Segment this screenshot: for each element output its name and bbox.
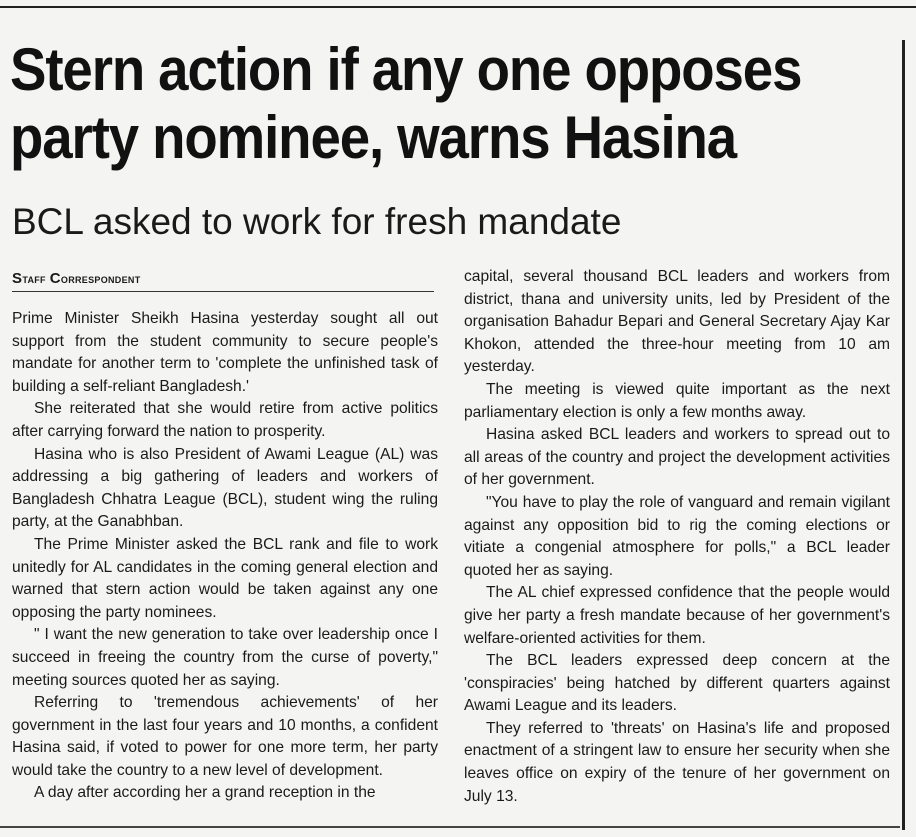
top-rule [0, 6, 916, 8]
paragraph: Hasina asked BCL leaders and workers to spread out to all areas of the country and project the development activities of her government. [464, 426, 890, 489]
paragraph: A day after according her a grand reception in the [34, 784, 376, 802]
paragraph: The BCL leaders expressed deep concern at the 'conspiracies' being hatched by different quarters against Awami League and its leaders. [464, 652, 890, 715]
paragraph: Prime Minister Sheikh Hasina yesterday sought all out support from the student community to secure people's mandate for another term to 'complete the unfinished task of building a self-reliant Bangladesh.' [12, 310, 438, 395]
paragraph: capital, several thousand BCL leaders and workers from district, thana and university units, led by President of the organisation Bahadur Bepari and General Secretary Ajay Kar Khokon, attended the three-hour meeting from 10 am yesterday. [464, 268, 890, 376]
article-column-right [464, 266, 890, 808]
paragraph: She reiterated that she would retire from active politics after carrying forward the nation to prosperity. [12, 400, 438, 440]
byline-initial-2: C [49, 270, 61, 287]
paragraph: The Prime Minister asked the BCL rank and file to work unitedly for AL candidates in the coming general election and warned that stern action would be taken against any one opposing the party nominees. [12, 535, 438, 621]
paragraph: Referring to 'tremendous achievements' of her government in the last four years and 10 months, a confident Hasina said, if voted to power for one more term, her party would take the country to a new level of development. [12, 694, 438, 779]
article-column-left [12, 308, 438, 805]
paragraph: They referred to 'threats' on Hasina's life and proposed enactment of a stringent law to ensure her security when she leaves office on expiry of the tenure of her government on July 13. [464, 719, 890, 805]
paragraph: Hasina who is also President of Awami League (AL) was addressing a big gathering of leaders and workers of Bangladesh Chhatra League (BCL), student wing the ruling party, at the Ganabhban. [12, 445, 438, 531]
bottom-rule [0, 826, 900, 828]
paragraph: The meeting is viewed quite important as the next parliamentary election is only a few months away. [464, 380, 890, 421]
subheadline: BCL asked to work for fresh mandate [12, 201, 622, 242]
paragraph: The AL chief expressed confidence that the people would give her party a fresh mandate because of her government's welfare-oriented activities for them. [464, 584, 890, 647]
side-column-rule [902, 40, 905, 830]
byline-initial-1: S [12, 270, 23, 287]
byline-text-1: taff [22, 271, 50, 286]
paragraph: " I want the new generation to take over leadership once I succeed in freeing the country from the curse of poverty," meeting sources quoted her as saying. [12, 626, 438, 689]
byline-text-2: orrespondent [60, 271, 141, 286]
paragraph: "You have to play the role of vanguard and remain vigilant against any opposition bid to rig the coming elections or vitiate a congenial atmosphere for polls," a BCL leader quoted her as saying. [464, 493, 890, 579]
headline: Stern action if any one opposes party nominee, warns Hasina [10, 36, 802, 171]
byline [12, 270, 434, 292]
